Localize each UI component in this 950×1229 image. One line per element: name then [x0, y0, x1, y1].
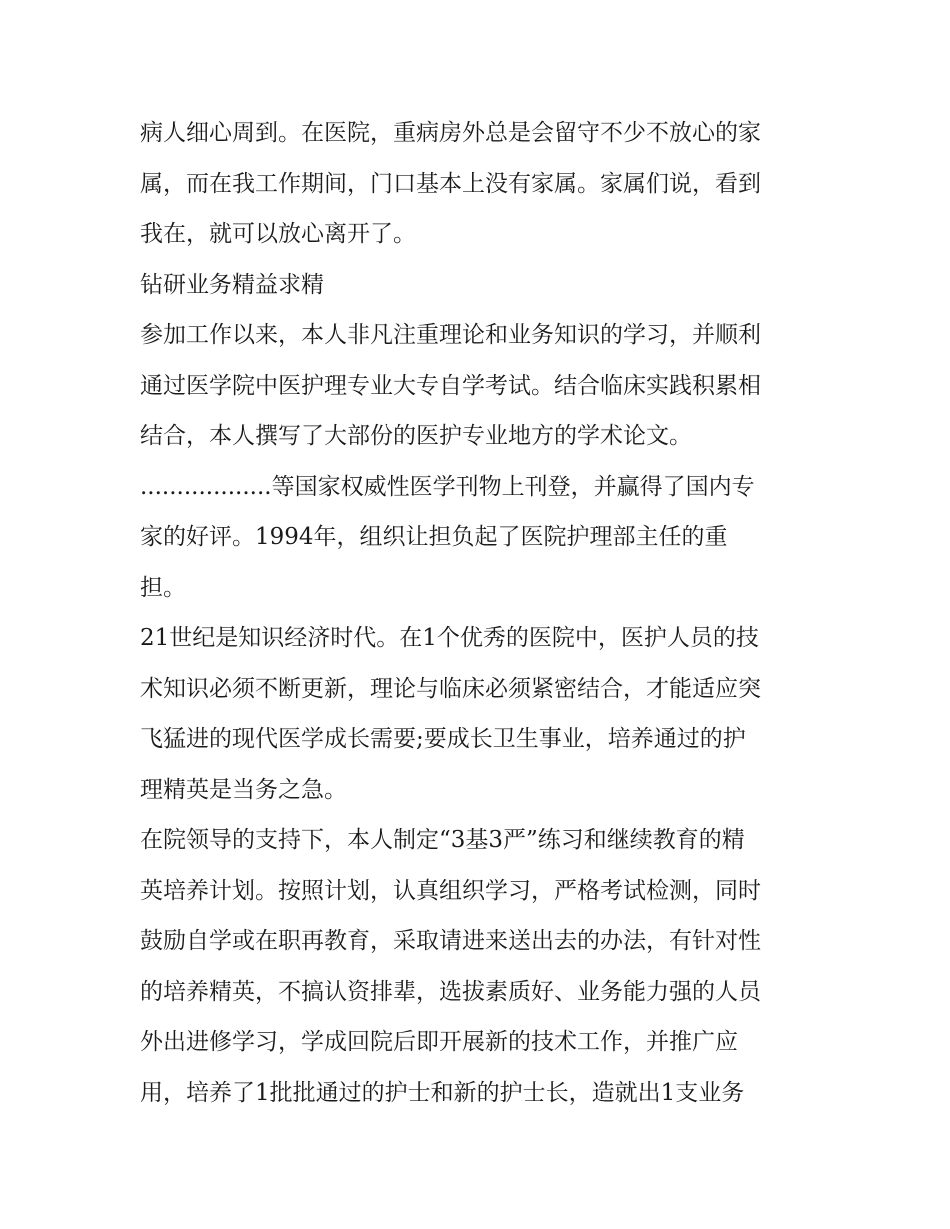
text-line: 英培养计划。按照计划，认真组织学习，严格考试检测，同时	[140, 877, 761, 904]
text-line: 21世纪是知识经济时代。在1个优秀的医院中，医护人员的技	[140, 625, 759, 651]
text-line: 家的好评。1994年，组织让担负起了医院护理部主任的重	[140, 524, 728, 550]
section-heading: 钻研业务精益求精	[140, 271, 324, 298]
text-line: 我在，就可以放心离开了。	[140, 221, 416, 247]
body-text	[140, 108, 820, 1118]
text-line: 飞猛进的现代医学成长需要;要成长卫生事业，培养通过的护	[140, 726, 746, 752]
text-line: 外出进修学习，学成回院后即开展新的技术工作，并推广应	[140, 1029, 738, 1055]
text-line: 鼓励自学或在职再教育，采取请进来送出去的办法，有针对性	[140, 928, 761, 954]
text-line: 的培养精英，不搞认资排辈，选拔素质好、业务能力强的人员	[140, 978, 761, 1005]
text-line: ..................等国家权威性医学刊物上刊登，并赢得了国内专	[140, 473, 755, 500]
text-line: 理精英是当务之急。	[140, 776, 347, 803]
text-line: 在院领导的支持下，本人制定“3基3严”练习和继续教育的精	[140, 827, 745, 853]
text-line: 术知识必须不断更新，理论与临床必须紧密结合，才能适应突	[140, 675, 761, 702]
text-line: 结合，本人撰写了大部份的医护专业地方的学术论文。	[140, 423, 692, 449]
text-line: 病人细心周到。在医院，重病房外总是会留守不少不放心的家	[140, 120, 761, 146]
text-line: 通过医学院中医护理专业大专自学考试。结合临床实践积累相	[140, 372, 761, 399]
text-line: 用，培养了1批批通过的护士和新的护士长，造就出1支业务	[140, 1079, 745, 1106]
text-line: 属，而在我工作期间，门口基本上没有家属。家属们说，看到	[140, 170, 761, 197]
text-line: 参加工作以来，本人非凡注重理论和业务知识的学习，并顺利	[140, 322, 761, 348]
text-line: 担。	[140, 574, 186, 601]
